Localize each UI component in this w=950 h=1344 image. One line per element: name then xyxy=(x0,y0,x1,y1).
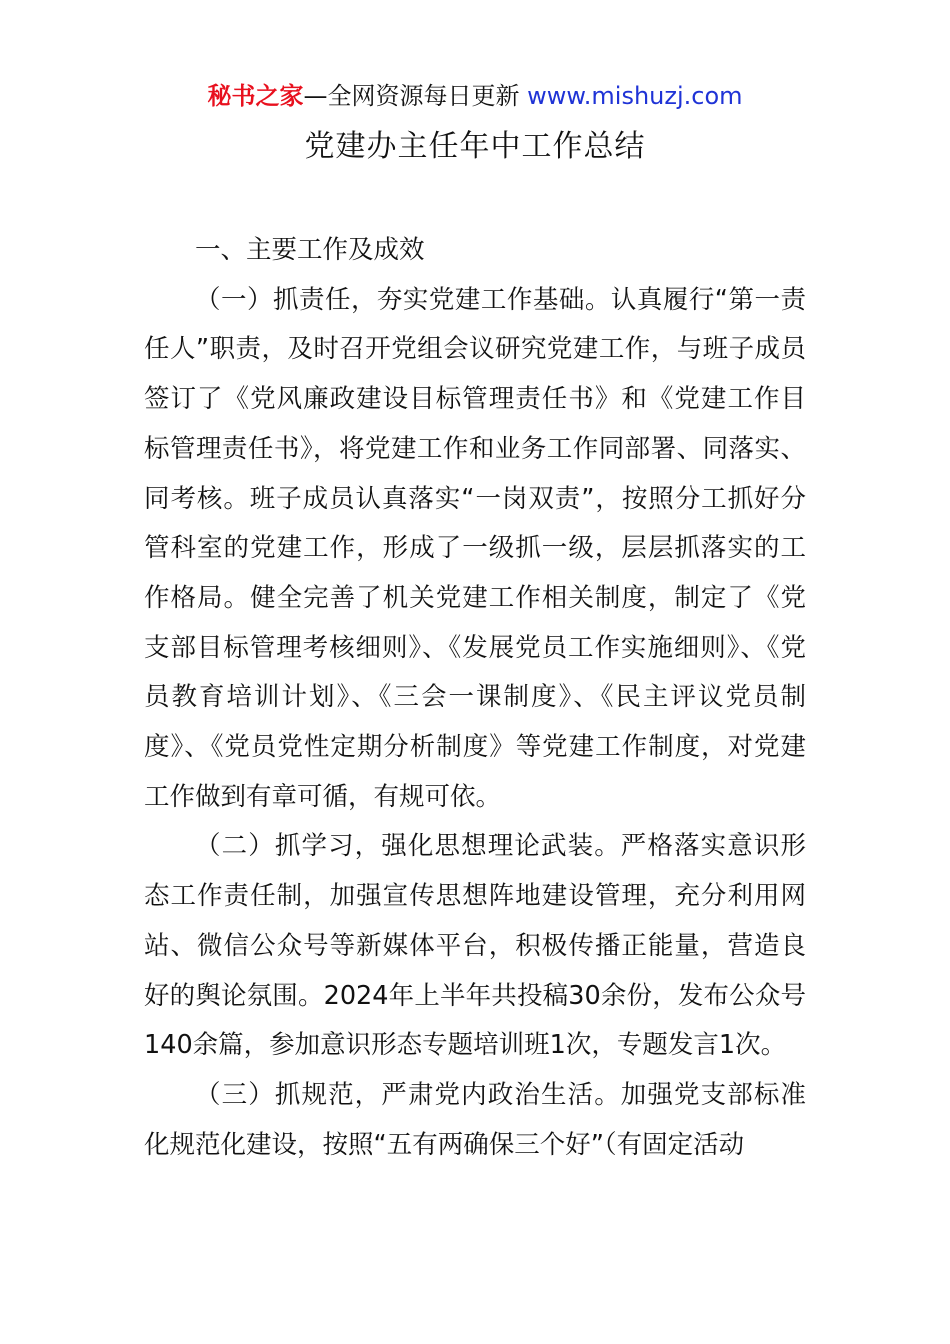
brand-tagline: —全网资源每日更新 xyxy=(303,82,528,110)
section-heading: 一、主要工作及成效 xyxy=(195,235,425,265)
site-header xyxy=(0,80,950,112)
brand-name: 秘书之家 xyxy=(207,82,304,110)
paragraph-responsibility: （一）抓责任，夯实党建工作基础。认真履行“第一责任人”职责，及时召开党组会议研究党建工作，与班子成员签订了《党风廉政建设目标管理责任书》和《党建工作目标管理责任书》，将党建工作和业务工作同部署、同落实、同考核。班子成员认真落实“一岗双责”，按照分工抓好分管科室的党建工作，形成了一级抓一级，层层抓落实的工作格局。健全完善了机关党建工作相关制度，制定了《党支部目标管理考核细则》、《发展党员工作实施细则》、《党员教育培训计划》、《三会一课制度》、《民主评议党员制度》、《党员党性定期分析制度》等党建工作制度，对党建工作做到有章可循，有规可依。 xyxy=(144,284,806,812)
paragraph-study: （二）抓学习，强化思想理论武装。严格落实意识形态工作责任制，加强宣传思想阵地建设管理，充分利用网站、微信公众号等新媒体平台，积极传播正能量，营造良好的舆论氛围。2024年上半年共投稿30余份，发布公众号140余篇，参加意识形态专题培训班1次，专题发言1次。 xyxy=(144,831,806,1061)
document-body xyxy=(144,226,806,1170)
brand-url-link[interactable]: www.mishuzj.com xyxy=(527,82,743,110)
paragraph-standardization: （三）抓规范，严肃党内政治生活。加强党支部标准化规范化建设，按照“五有两确保三个好”（有固定活动 xyxy=(144,1079,806,1160)
document-title: 党建办主任年中工作总结 xyxy=(304,129,646,164)
